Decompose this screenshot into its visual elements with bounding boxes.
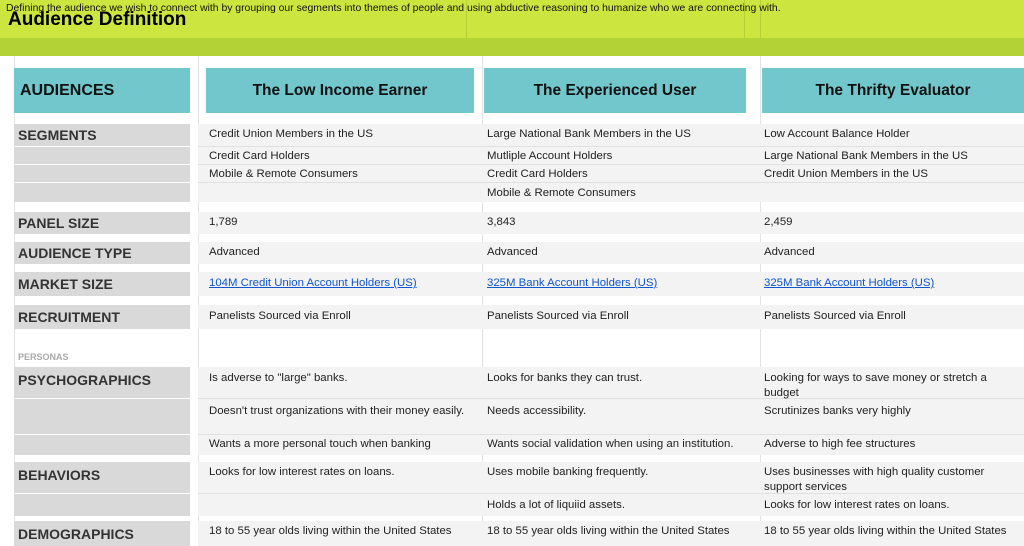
audience-type-cell[interactable]: Advanced [487,246,538,258]
segment-cell[interactable]: Credit Card Holders [209,150,310,162]
sheet-subtitle[interactable]: Defining the audience we wish to connect with by grouping our segments into themes of people and using abductive reasoning to humanize who we are connecting with. [6,3,781,14]
panel-size-label[interactable]: PANEL SIZE [14,212,190,234]
segment-cell[interactable]: Credit Card Holders [487,168,588,180]
psychographics-cell[interactable]: Looks for banks they can trust. [487,372,643,384]
segment-cell[interactable]: Large National Bank Members in the US [764,150,968,162]
segments-label[interactable]: SEGMENTS [14,124,190,146]
column-header-experienced-user[interactable]: The Experienced User [484,68,746,113]
behaviors-cell[interactable]: Looks for low interest rates on loans. [209,466,395,478]
demographics-cell[interactable]: 18 to 55 year olds living within the United States [487,525,730,537]
segment-cell[interactable]: Credit Union Members in the US [764,168,928,180]
psychographics-cell[interactable]: Needs accessibility. [487,405,587,417]
recruitment-label[interactable]: RECRUITMENT [14,305,190,329]
audience-type-label[interactable]: AUDIENCE TYPE [14,242,190,264]
label-blank-cell [14,165,190,182]
panel-size-cell[interactable]: 3,843 [487,216,516,228]
segment-cell[interactable]: Mutliple Account Holders [487,150,613,162]
behaviors-label[interactable]: BEHAVIORS [14,462,190,493]
column-header-thrifty-evaluator[interactable]: The Thrifty Evaluator [762,68,1024,113]
sheet-title[interactable]: Audience Definition [8,9,187,30]
market-size-link[interactable]: 104M Credit Union Account Holders (US) [209,277,417,289]
demographics-label[interactable]: DEMOGRAPHICS [14,521,190,546]
behaviors-cell[interactable]: Looks for low interest rates on loans. [764,499,950,511]
label-blank-cell [14,183,190,202]
subtitle-band [0,38,1024,56]
demographics-cell[interactable]: 18 to 55 year olds living within the United States [764,525,1007,537]
column-header-low-income-earner[interactable]: The Low Income Earner [206,68,474,113]
psychographics-cell[interactable]: Doesn't trust organizations with their money easily. [209,405,465,417]
label-blank-cell [14,435,190,455]
segment-cell[interactable]: Mobile & Remote Consumers [487,187,636,199]
market-size-link[interactable]: 325M Bank Account Holders (US) [764,277,935,289]
behaviors-cell[interactable]: Uses businesses with high quality customer support services [764,466,985,493]
grid-line [198,434,1024,435]
audiences-header[interactable]: AUDIENCES [14,68,190,113]
audience-type-cell[interactable]: Advanced [209,246,260,258]
market-size-link[interactable]: 325M Bank Account Holders (US) [487,277,658,289]
audience-type-row-bg [198,242,1024,264]
audience-type-cell[interactable]: Advanced [764,246,815,258]
recruitment-cell[interactable]: Panelists Sourced via Enroll [487,310,629,322]
psychographics-label[interactable]: PSYCHOGRAPHICS [14,367,190,398]
behaviors-cell[interactable]: Uses mobile banking frequently. [487,466,649,478]
label-blank-cell [14,494,190,516]
psychographics-cell[interactable]: Wants a more personal touch when banking [209,438,431,450]
panel-size-row-bg [198,212,1024,234]
psychographics-cell[interactable]: Scrutinizes banks very highly [764,405,911,417]
behaviors-cell[interactable]: Holds a lot of liquiid assets. [487,499,626,511]
recruitment-cell[interactable]: Panelists Sourced via Enroll [209,310,351,322]
grid-line [198,164,1024,165]
psychographics-cell[interactable]: Adverse to high fee structures [764,438,916,450]
market-size-label[interactable]: MARKET SIZE [14,272,190,296]
panel-size-cell[interactable]: 2,459 [764,216,793,228]
psychographics-cell[interactable]: Wants social validation when using an institution. [487,438,734,450]
recruitment-cell[interactable]: Panelists Sourced via Enroll [764,310,906,322]
label-blank-cell [14,147,190,164]
psychographics-cell[interactable]: Is adverse to "large" banks. [209,372,348,384]
panel-size-cell[interactable]: 1,789 [209,216,238,228]
psychographics-cell[interactable]: Looking for ways to save money or stretch a budget [764,372,987,399]
label-blank-cell [14,399,190,434]
segment-cell[interactable]: Low Account Balance Holder [764,128,910,140]
demographics-cell[interactable]: 18 to 55 year olds living within the United States [209,525,452,537]
personas-label: PERSONAS [18,352,69,362]
grid-line [198,182,1024,183]
segment-cell[interactable]: Credit Union Members in the US [209,128,373,140]
segment-cell[interactable]: Large National Bank Members in the US [487,128,691,140]
segment-cell[interactable]: Mobile & Remote Consumers [209,168,358,180]
grid-line [198,146,1024,147]
